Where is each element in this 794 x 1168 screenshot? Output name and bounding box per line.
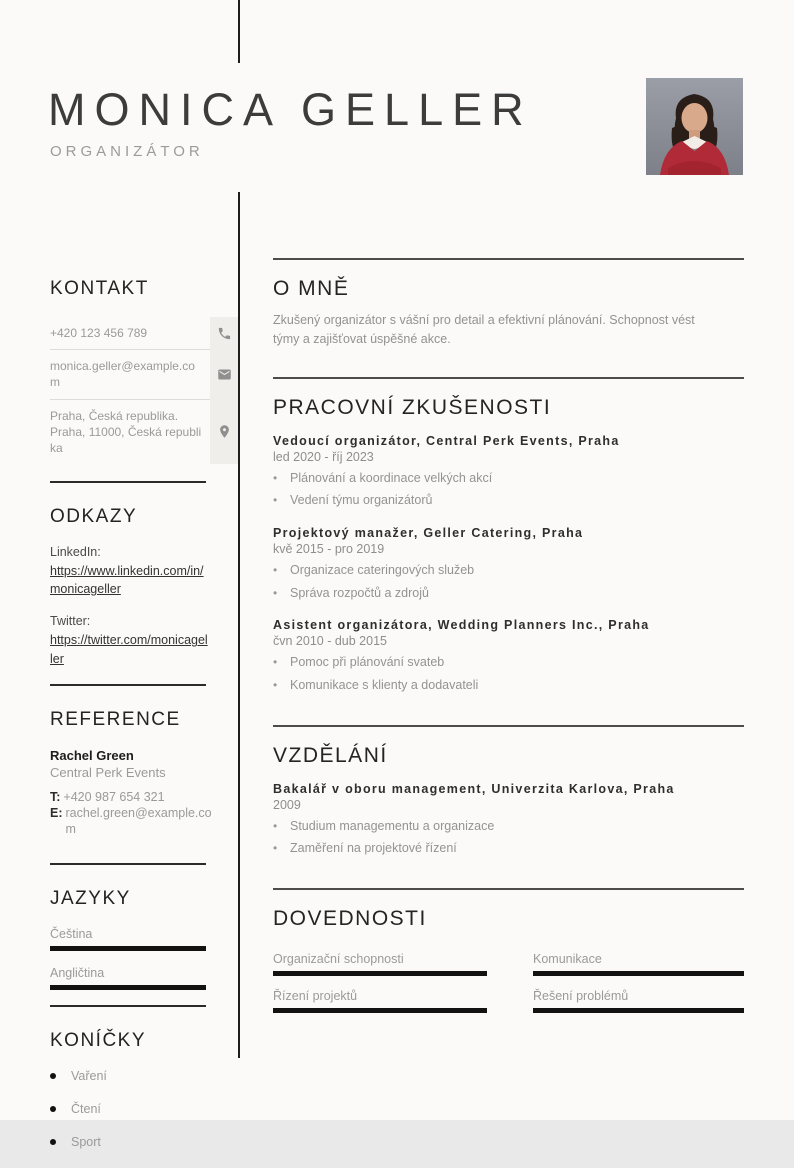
reference-email-line	[50, 805, 212, 838]
konicky-heading: KONÍČKY	[50, 1030, 147, 1052]
section-about	[273, 258, 744, 377]
bullet-dot: •	[273, 655, 278, 670]
section-education	[273, 725, 744, 888]
education-dates: 2009	[273, 797, 301, 812]
contact-address-line1: Praha, Česká republika.	[50, 408, 179, 423]
education-title-line: Bakalář v oboru management, Univerzita Karlova, Praha	[273, 781, 675, 796]
job-bullet	[273, 563, 744, 579]
bullet-text: Pomoc při plánování svateb	[290, 655, 445, 670]
bullet-text: Organizace cateringových služeb	[290, 563, 475, 577]
bullet-text: Zaměření na projektové řízení	[290, 841, 457, 856]
sidebar-divider	[50, 863, 206, 865]
section-skills	[273, 888, 744, 1013]
contact-list	[50, 317, 238, 464]
job-bullet	[273, 678, 744, 694]
kontakt-heading: KONTAKT	[50, 278, 149, 299]
contact-row-address	[50, 400, 238, 465]
job-title-line: Projektový manažer, Geller Catering, Praha	[273, 526, 584, 540]
language-item	[50, 966, 206, 990]
reference-email-label: E:	[50, 805, 63, 820]
hobby-item	[50, 1102, 238, 1116]
link-label: LinkedIn:	[50, 545, 101, 560]
vertical-divider-main	[238, 192, 240, 1058]
bullet-dot: •	[273, 585, 278, 600]
skill-item	[533, 989, 744, 1013]
job-bullet	[273, 655, 744, 671]
bullet-text: Komunikace s klienty a dodavateli	[290, 677, 479, 692]
job-bullet	[273, 471, 744, 487]
work-heading: PRACOVNÍ ZKUŠENOSTI	[273, 395, 552, 419]
linkedin-link[interactable]: https://www.linkedin.com/in/monicageller	[50, 564, 204, 597]
bullet-dot	[50, 1073, 56, 1079]
reference-phone: +420 987 654 321	[63, 789, 165, 804]
contact-email: monica.geller@example.com	[50, 350, 210, 399]
section-work-experience	[273, 377, 744, 725]
bullet-dot	[50, 1106, 56, 1112]
odkazy-heading: ODKAZY	[50, 506, 138, 528]
hobby-label: Sport	[71, 1135, 101, 1150]
reference-phone-label: T:	[50, 789, 61, 804]
contact-address-line2: Praha, 11000, Česká republika	[50, 424, 202, 455]
education-entry	[273, 782, 744, 857]
bullet-dot: •	[273, 470, 278, 485]
language-level-bar	[50, 946, 206, 951]
skill-label: Komunikace	[533, 951, 602, 966]
education-bullet	[273, 819, 744, 835]
link-item-twitter	[50, 614, 208, 667]
job-bullet	[273, 493, 744, 509]
reference-email: rachel.green@example.com	[65, 805, 212, 837]
contact-row-email	[50, 350, 238, 399]
bullet-dot: •	[273, 818, 278, 833]
phone-icon	[210, 317, 238, 350]
skill-label: Organizační schopnosti	[273, 951, 404, 966]
language-label: Angličtina	[50, 966, 105, 981]
job-title-line: Vedoucí organizátor, Central Perk Events, Praha	[273, 433, 620, 448]
job-dates: čvn 2010 - dub 2015	[273, 634, 387, 649]
skills-heading: DOVEDNOSTI	[273, 906, 427, 930]
mail-icon	[210, 350, 238, 399]
contact-phone: +420 123 456 789	[50, 317, 210, 350]
main-column	[273, 258, 744, 1013]
job-entry	[273, 618, 744, 693]
skill-level-bar	[273, 1008, 487, 1013]
contact-address	[50, 400, 210, 465]
bullet-text: Správa rozpočtů a zdrojů	[290, 585, 429, 600]
profile-photo	[646, 78, 743, 175]
sidebar-divider	[50, 684, 206, 686]
skill-item	[533, 952, 744, 976]
sidebar	[50, 278, 238, 1168]
language-level-bar	[50, 985, 206, 990]
job-dates: led 2020 - říj 2023	[273, 449, 374, 464]
bullet-text: Vedení týmu organizátorů	[290, 493, 433, 508]
hobby-label: Čtení	[71, 1102, 101, 1117]
bullet-text: Studium managementu a organizace	[290, 818, 495, 833]
job-title-line: Asistent organizátora, Wedding Planners Inc., Praha	[273, 618, 650, 633]
job-entry	[273, 434, 744, 509]
reference-company: Central Perk Events	[50, 764, 166, 780]
bullet-dot: •	[273, 841, 278, 856]
person-job-title: ORGANIZÁTOR	[50, 143, 204, 160]
language-item	[50, 927, 206, 951]
contact-row-phone	[50, 317, 238, 350]
location-pin-icon	[210, 400, 238, 465]
skill-item	[273, 952, 487, 976]
job-entry	[273, 526, 744, 601]
link-item-linkedin	[50, 545, 208, 598]
language-label: Čeština	[50, 927, 93, 942]
person-name: MONICA GELLER	[48, 84, 533, 135]
job-bullet	[273, 586, 744, 602]
skill-label: Řešení problémů	[533, 988, 629, 1003]
hobby-label: Vaření	[71, 1069, 107, 1084]
bullet-text: Plánování a koordinace velkých akcí	[290, 470, 493, 485]
sidebar-divider	[50, 1005, 206, 1007]
sidebar-divider	[50, 481, 206, 483]
bullet-dot: •	[273, 677, 278, 692]
skill-level-bar	[273, 971, 487, 976]
vertical-divider-top	[238, 0, 240, 63]
job-dates: kvě 2015 - pro 2019	[273, 542, 385, 556]
link-label: Twitter:	[50, 614, 91, 629]
about-heading: O MNĚ	[273, 277, 350, 300]
education-bullet	[273, 841, 744, 857]
skill-label: Řízení projektů	[273, 988, 358, 1003]
twitter-link[interactable]: https://twitter.com/monicageller	[50, 633, 208, 666]
bullet-dot	[50, 1139, 56, 1145]
skill-level-bar	[533, 1008, 744, 1013]
hobby-item	[50, 1069, 238, 1083]
bullet-dot: •	[273, 563, 278, 577]
education-heading: VZDĚLÁNÍ	[273, 743, 388, 767]
skills-grid	[273, 952, 744, 1013]
skill-item	[273, 989, 487, 1013]
bullet-dot: •	[273, 493, 278, 508]
reference-name: Rachel Green	[50, 747, 134, 763]
reference-phone-line	[50, 789, 212, 805]
reference-heading: REFERENCE	[50, 708, 181, 730]
jazyky-heading: JAZYKY	[50, 888, 131, 910]
skill-level-bar	[533, 971, 744, 976]
hobby-item	[50, 1135, 238, 1149]
about-text: Zkušený organizátor s vášní pro detail a efektivní plánování. Schopnost vést týmy a zajišťovat úspěšné akce.	[273, 313, 695, 347]
